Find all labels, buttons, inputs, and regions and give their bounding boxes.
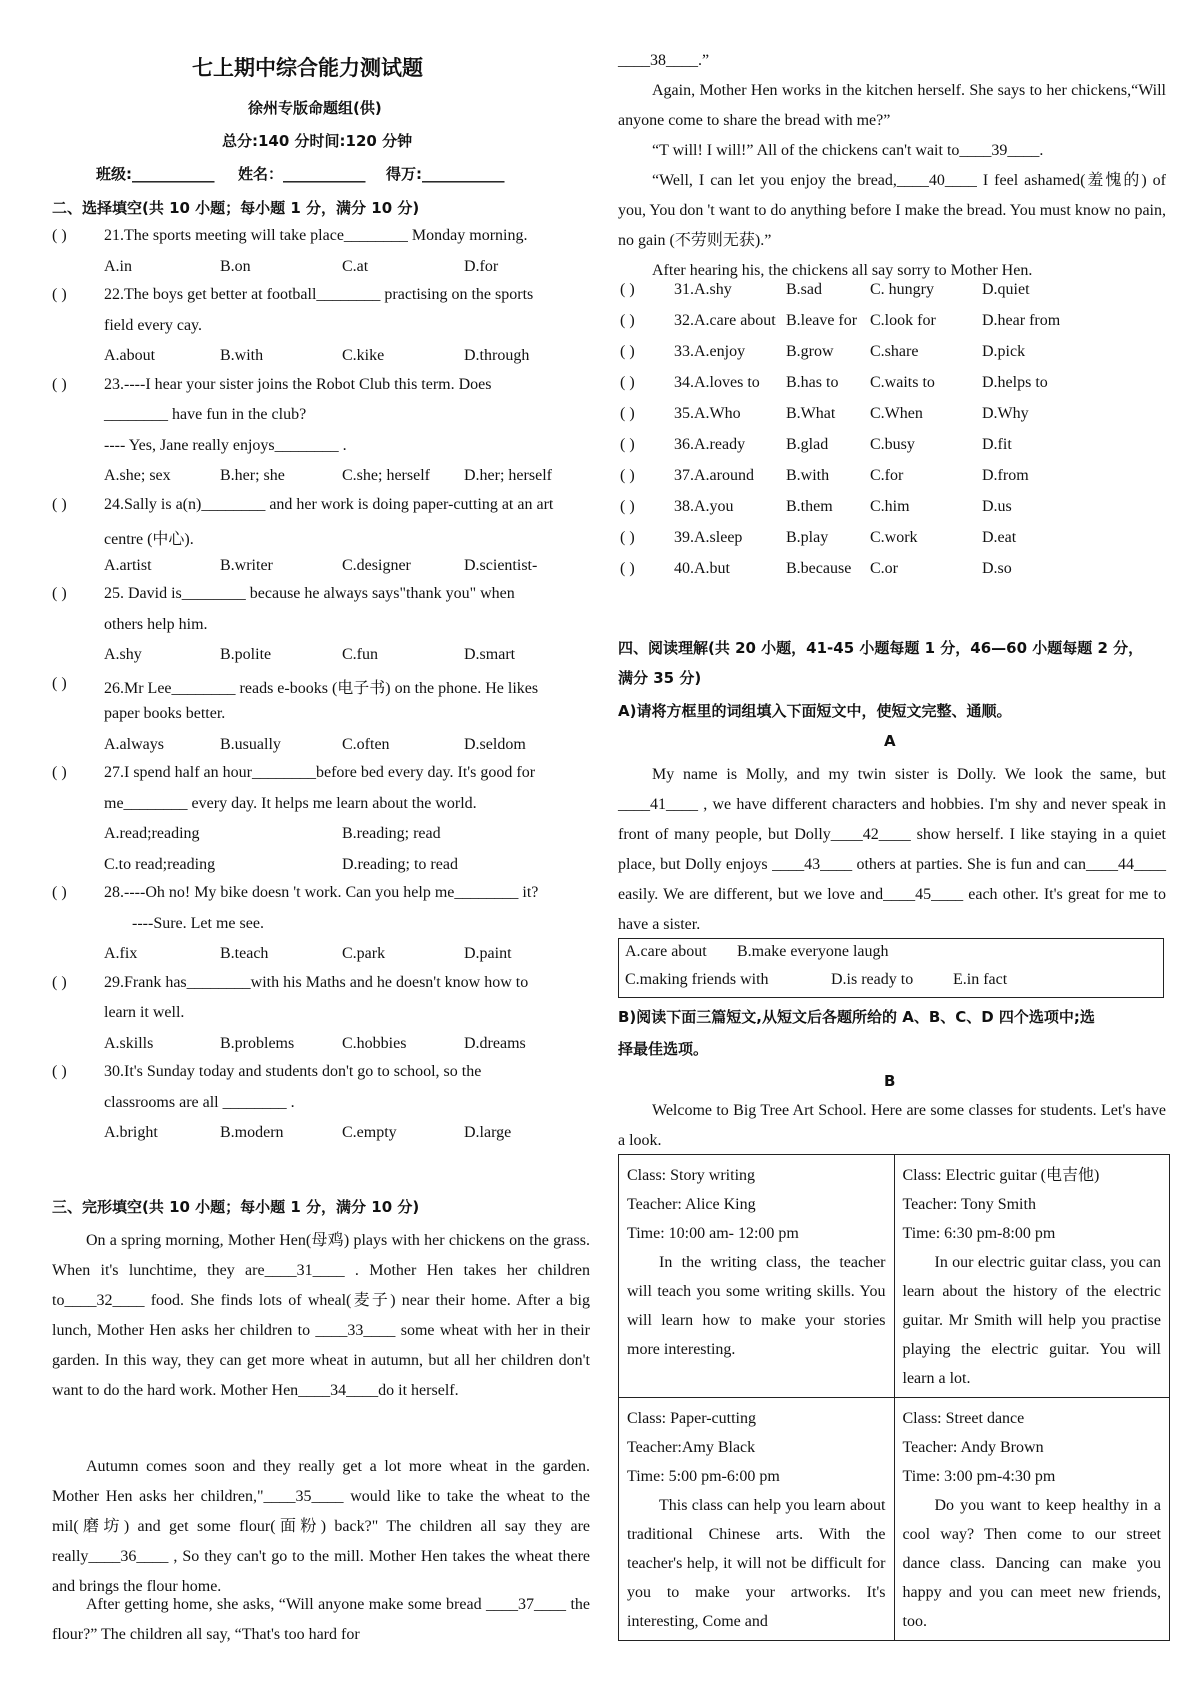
question-stem-line: 23.----I hear your sister joins the Robot Club this term. Does: [104, 375, 492, 393]
option-a: A.in: [104, 257, 132, 275]
word-option-b: B.make everyone laugh: [737, 943, 889, 960]
option-b: B.them: [786, 498, 833, 515]
question-stem-line: field every cay.: [104, 316, 203, 334]
class-field: 班级:___________: [96, 165, 215, 183]
option-c: C.designer: [342, 556, 411, 574]
option-a: 33.A.enjoy: [674, 343, 746, 360]
question-stem-line: paper books better.: [104, 705, 226, 722]
option-d: D.eat: [982, 529, 1017, 546]
option-c: C.When: [870, 405, 923, 422]
answer-blank[interactable]: ( ): [52, 286, 67, 303]
option-d: D.us: [982, 498, 1012, 515]
option-c: C.share: [870, 343, 919, 360]
option-c: C.park: [342, 945, 386, 962]
question-stem-line: 27.I spend half an hour________before bed every day. It's good for: [104, 764, 536, 781]
question-stem-line: 25. David is________ because he always says"thank you" when: [104, 585, 515, 602]
option-b: B.teach: [220, 945, 269, 962]
cloze-paragraph-2: Autumn comes soon and they really get a lot more wheat in the garden. Mother Hen asks her children,"____35____ would like to take the wheat to the mil(磨坊) and get some flour(面粉) back?" The children all say they are really____36____ , So they can't go to the mill. Mother Hen takes the wheat there and brings the flour home.: [52, 1458, 590, 1595]
story-paragraph-well: “Well, I can let you enjoy the bread,____40____ I feel ashamed(羞愧的) of you, You don 't want to do anything before I make the bread. You must know no pain, no gain (不劳则无获).”: [618, 172, 1166, 249]
class-name: Class: Story writing: [627, 1167, 756, 1184]
class-time: Time: 6:30 pm-8:00 pm: [902, 1225, 1056, 1242]
question-stem-line: 30.It's Sunday today and students don't go to school, so the: [104, 1063, 482, 1080]
answer-blank[interactable]: ( ): [52, 674, 67, 692]
partA-instruction: A)请将方框里的词组填入下面短文中，使短文完整、通顺。: [618, 702, 1012, 720]
option-a: 40.A.but: [674, 560, 730, 577]
option-d: D.Why: [982, 405, 1029, 422]
class-time: Time: 10:00 am- 12:00 pm: [627, 1225, 799, 1242]
option-b: B.with: [220, 347, 264, 364]
option-b: B.play: [786, 529, 829, 546]
section3-heading: 三、完形填空(共 10 小题；每小题 1 分，满分 10 分): [52, 1198, 420, 1216]
option-a: 39.A.sleep: [674, 529, 743, 546]
class-time: Time: 3:00 pm-4:30 pm: [902, 1468, 1056, 1485]
partA-letter: A: [884, 732, 896, 750]
partB-letter: B: [884, 1072, 896, 1090]
option-c: C.empty: [342, 1124, 397, 1141]
option-a: 31.A.shy: [674, 281, 732, 298]
question-stem-line: 28.----Oh no! My bike doesn 't work. Can you help me________ it?: [104, 884, 539, 901]
question-stem-line: centre (中心).: [104, 531, 194, 548]
class-cell-streetdance: [894, 1398, 1170, 1641]
answer-blank[interactable]: ( ): [52, 764, 67, 781]
option-c: C.at: [342, 257, 369, 275]
option-d: D.so: [982, 560, 1012, 577]
option-d: D.large: [464, 1124, 512, 1141]
answer-blank[interactable]: ( ): [620, 312, 635, 329]
question-stem-line: me________ every day. It helps me learn about the world.: [104, 794, 477, 812]
story-paragraph-after: After hearing his, the chickens all say sorry to Mother Hen.: [652, 262, 1033, 279]
class-teacher: Teacher: Andy Brown: [902, 1439, 1044, 1456]
class-name: Class: Street dance: [902, 1410, 1025, 1427]
option-a: A.artist: [104, 556, 152, 574]
option-d: D.through: [464, 347, 530, 364]
option-c: C.hobbies: [342, 1034, 407, 1052]
option-d: D.her; herself: [464, 467, 552, 484]
answer-blank[interactable]: ( ): [52, 1063, 67, 1080]
option-d: D.helps to: [982, 374, 1048, 391]
score-field: 得万:___________: [386, 165, 505, 183]
option-d: D.dreams: [464, 1034, 526, 1052]
word-option-c: C.making friends with: [625, 971, 769, 988]
class-teacher: Teacher: Tony Smith: [902, 1196, 1036, 1213]
option-b: B.sad: [786, 281, 822, 298]
section2-heading: 二、选择填空(共 10 小题；每小题 1 分，满分 10 分): [52, 199, 420, 217]
answer-blank[interactable]: ( ): [620, 436, 635, 453]
option-b: B.on: [220, 257, 251, 275]
cloze-paragraph-1: On a spring morning, Mother Hen(母鸡) plays with her chickens on the grass. When it's lunchtime, they are____31____ . Mother Hen takes her children to____32____ food. She finds lots of wheal(麦子) near their home. After a big lunch, Mother Hen asks her children to ____33____ some wheat with her in their garden. In this way, they can get more wheat in autumn, but all her children don't want to do the hard work. Mother Hen____34____do it herself.: [52, 1232, 590, 1399]
answer-blank[interactable]: ( ): [52, 973, 67, 991]
answer-blank[interactable]: ( ): [52, 227, 67, 244]
answer-blank[interactable]: ( ): [52, 495, 67, 513]
class-cell-guitar: [894, 1155, 1170, 1398]
option-b: B.reading; read: [342, 825, 441, 842]
option-b: B.polite: [220, 646, 272, 663]
word-option-d: D.is ready to: [831, 971, 914, 988]
story-paragraph-iwill: “T will! I will!” All of the chickens can't wait to____39____.: [652, 142, 1044, 159]
option-a: 37.A.around: [674, 467, 754, 484]
option-c: C.look for: [870, 312, 936, 329]
author-group: 徐州专版命题组(供): [248, 99, 382, 117]
answer-blank[interactable]: ( ): [52, 884, 67, 901]
option-a: 32.A.care about: [674, 312, 776, 329]
option-b: B.grow: [786, 343, 834, 360]
word-box: [618, 938, 1164, 998]
option-c: C.often: [342, 735, 390, 753]
option-c: C.or: [870, 560, 898, 577]
answer-blank[interactable]: ( ): [52, 375, 67, 393]
question-stem-line: learn it well.: [104, 1004, 185, 1021]
option-b: B.leave for: [786, 312, 858, 329]
option-d: D.for: [464, 257, 499, 275]
option-a: 38.A.you: [674, 498, 734, 515]
question-stem-line: 22.The boys get better at football________ practising on the sports: [104, 286, 534, 303]
option-c: C. hungry: [870, 281, 934, 298]
option-c: C.busy: [870, 436, 915, 453]
class-name: Class: Paper-cutting: [627, 1410, 756, 1427]
option-a: A.read;reading: [104, 825, 200, 842]
option-a: 36.A.ready: [674, 436, 746, 453]
option-b: B.writer: [220, 556, 273, 574]
option-c: C.for: [870, 467, 904, 484]
option-a: A.fix: [104, 945, 138, 962]
option-a: A.shy: [104, 646, 142, 663]
class-description: Do you want to keep healthy in a cool way? Then come to our street dance class. Dancing can make you happy and you can meet new friends, too.: [902, 1497, 1161, 1630]
exam-title: 七上期中综合能力测试题: [192, 56, 423, 80]
option-b: B.glad: [786, 436, 829, 453]
option-d: D.reading; to read: [342, 855, 458, 873]
option-d: D.from: [982, 467, 1029, 484]
option-a: A.about: [104, 347, 156, 364]
option-d: D.seldom: [464, 735, 526, 753]
class-time: Time: 5:00 pm-6:00 pm: [627, 1468, 780, 1485]
option-a: A.she; sex: [104, 467, 171, 484]
class-description: This class can help you learn about traditional Chinese arts. With the teacher's help, it will not be difficult for you to make your artworks. It's interesting, Come and: [627, 1497, 886, 1630]
option-a: 34.A.loves to: [674, 374, 760, 391]
option-a: 35.A.Who: [674, 405, 741, 422]
option-d: D.hear from: [982, 312, 1061, 329]
class-description: In the writing class, the teacher will teach you some writing skills. You will learn how to make your stories more interesting.: [627, 1254, 886, 1358]
question-stem-line: ----Sure. Let me see.: [132, 914, 264, 932]
option-b: B.modern: [220, 1124, 284, 1141]
answer-blank[interactable]: ( ): [620, 343, 635, 360]
option-c: C.waits to: [870, 374, 935, 391]
option-b: B.What: [786, 405, 836, 422]
partB-instruction-1: B)阅读下面三篇短文,从短文后各题所给的 A、B、C、D 四个选项中;选: [618, 1008, 1095, 1026]
answer-blank[interactable]: ( ): [620, 498, 635, 515]
class-cell-papercutting: [619, 1398, 895, 1641]
word-option-a: A.care about: [625, 943, 707, 960]
question-stem-line: 26.Mr Lee________ reads e-books (电子书) on the phone. He likes: [104, 679, 539, 697]
option-a: A.always: [104, 735, 164, 753]
section4-heading-1: 四、阅读理解(共 20 小题，41-45 小题每题 1 分，46—60 小题每题 2 分，: [618, 639, 1144, 657]
partA-passage: My name is Molly, and my twin sister is Dolly. We look the same, but ____41____ , we have different characters and hobbies. I'm shy and never speak in front of many people, but Dolly____42____ show herself. I like staying in a quiet place, but Dolly enjoys ____43____ others at parties. She is fun and can____44____ easily. We are different, but we love and____45____ each other. It's great for me to have a sister.: [618, 766, 1166, 933]
option-b: B.because: [786, 560, 852, 577]
option-b: B.has to: [786, 374, 839, 391]
answer-blank[interactable]: ( ): [620, 529, 635, 546]
story-continued: ____38____.”: [618, 52, 710, 69]
score-time: 总分:140 分时间:120 分钟: [222, 132, 413, 150]
option-b: B.her; she: [220, 467, 285, 484]
partB-intro: Welcome to Big Tree Art School. Here are some classes for students. Let's have a look.: [618, 1102, 1166, 1149]
word-option-e: E.in fact: [953, 971, 1008, 988]
partB-instruction-2: 择最佳选项。: [618, 1040, 709, 1058]
question-stem-line: others help him.: [104, 615, 208, 633]
option-c: C.to read;reading: [104, 855, 216, 873]
class-name: Class: Electric guitar (电吉他): [902, 1167, 1100, 1184]
question-stem-line: 21.The sports meeting will take place________ Monday morning.: [104, 227, 528, 244]
section4-heading-2: 满分 35 分): [618, 669, 702, 687]
option-c: C.kike: [342, 347, 385, 364]
classes-table: [618, 1154, 1170, 1641]
name-field: 姓名：___________: [238, 165, 366, 183]
class-teacher: Teacher:Amy Black: [627, 1439, 756, 1456]
option-d: D.quiet: [982, 281, 1030, 298]
question-stem-line: ---- Yes, Jane really enjoys________ .: [104, 436, 347, 454]
option-d: D.smart: [464, 646, 516, 663]
option-c: C.him: [870, 498, 910, 515]
answer-blank[interactable]: ( ): [52, 585, 67, 602]
class-teacher: Teacher: Alice King: [627, 1196, 756, 1213]
question-stem-line: 24.Sally is a(n)________ and her work is doing paper-cutting at an art: [104, 495, 554, 513]
option-b: B.with: [786, 467, 830, 484]
answer-blank[interactable]: ( ): [620, 405, 635, 422]
answer-blank[interactable]: ( ): [620, 467, 635, 484]
answer-blank[interactable]: ( ): [620, 560, 635, 577]
option-b: B.problems: [220, 1034, 295, 1052]
option-c: C.she; herself: [342, 467, 430, 484]
option-d: D.fit: [982, 436, 1012, 453]
option-a: A.bright: [104, 1124, 158, 1141]
class-description: In our electric guitar class, you can learn about the history of the electric guitar. Mr Smith will help you practise playing the electric guitar. You will learn a lot.: [902, 1254, 1161, 1387]
option-c: C.fun: [342, 646, 378, 663]
answer-blank[interactable]: ( ): [620, 281, 635, 298]
option-d: D.scientist-: [464, 556, 538, 574]
story-paragraph-again: Again, Mother Hen works in the kitchen herself. She says to her chickens,“Will anyone come to share the bread with me?”: [618, 82, 1166, 129]
option-b: B.usually: [220, 735, 281, 753]
question-stem-line: 29.Frank has________with his Maths and he doesn't know how to: [104, 973, 529, 991]
option-c: C.work: [870, 529, 918, 546]
option-d: D.pick: [982, 343, 1026, 360]
question-stem-line: classrooms are all ________ .: [104, 1093, 295, 1111]
class-cell-story: [619, 1155, 895, 1398]
option-d: D.paint: [464, 945, 512, 962]
option-a: A.skills: [104, 1034, 154, 1052]
question-stem-line: ________ have fun in the club?: [104, 406, 307, 423]
answer-blank[interactable]: ( ): [620, 374, 635, 391]
cloze-paragraph-3: After getting home, she asks, “Will anyone make some bread ____37____ the flour?” The children all say, “That's too hard for: [52, 1596, 590, 1643]
